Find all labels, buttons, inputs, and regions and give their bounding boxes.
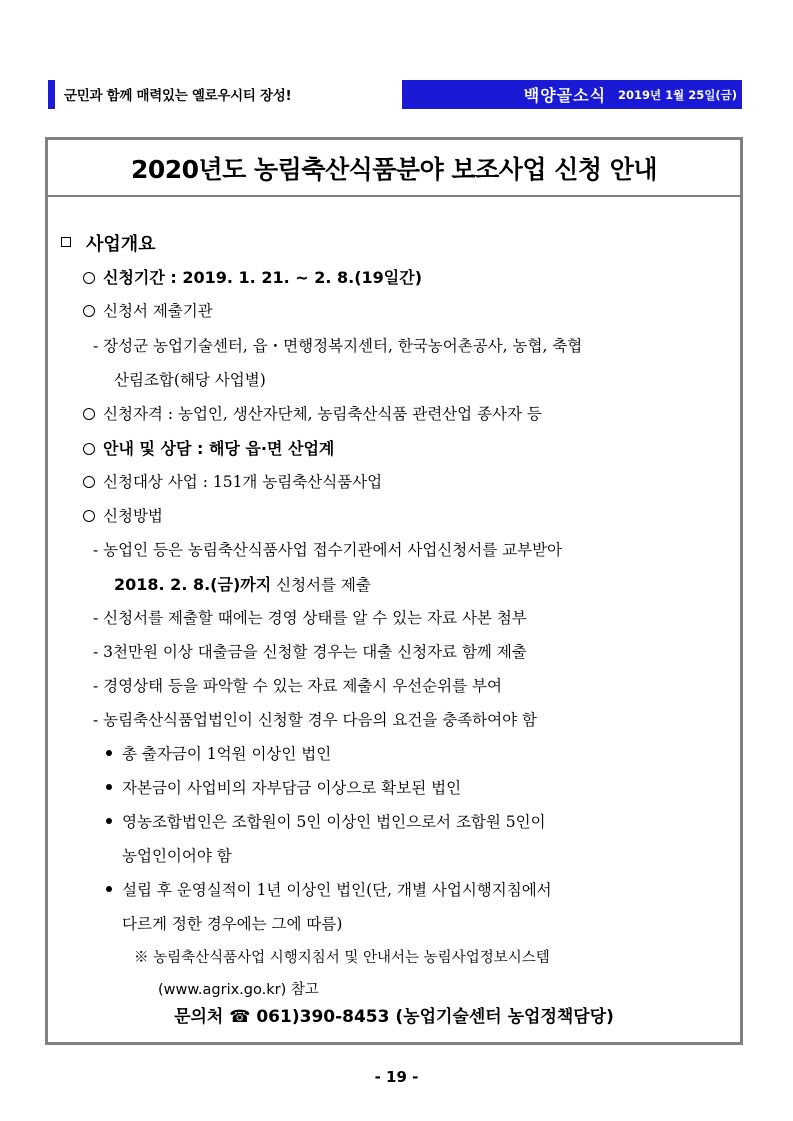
agrix-url: (www.agrix.go.kr) xyxy=(158,982,287,998)
method-line-2 xyxy=(114,572,371,595)
circle-bullet-icon xyxy=(83,305,95,317)
method-line-5: - 경영상태 등을 파악할 수 있는 자료 제출시 우선순위를 부여 xyxy=(93,677,502,695)
dot-bullet-icon xyxy=(106,784,112,790)
requirement-2-text: 자본금이 사업비의 자부담금 이상으로 확보된 법인 xyxy=(122,779,462,797)
contact-line: 문의처 ☎ 061)390-8453 (농업기술센터 농업정책담당) xyxy=(174,1007,614,1027)
requirement-1-text: 총 출자금이 1억원 이상인 법인 xyxy=(122,745,332,763)
period-item xyxy=(83,265,422,288)
requirement-2 xyxy=(106,776,461,798)
note-line-2 xyxy=(158,978,319,999)
agencies-line-2: 산림조합(해당 사업별) xyxy=(114,371,266,389)
requirement-4-cont: 다르게 정한 경우에는 그에 따름) xyxy=(122,915,343,933)
agencies-item xyxy=(83,299,213,321)
header-slogan: 군민과 함께 매력있는 옐로우시티 장성! xyxy=(64,88,292,104)
note-line-2-rest: 참고 xyxy=(286,982,319,998)
requirement-3-cont: 농업인이어야 함 xyxy=(122,847,232,865)
target-text: 신청대상 사업 : 151개 농림축산식품사업 xyxy=(103,473,383,491)
requirement-3-text: 영농조합법인은 조합원이 5인 이상인 법인으로서 조합원 5인이 xyxy=(122,813,546,831)
deadline-text: 2018. 2. 8.(금)까지 xyxy=(114,575,272,594)
method-line-1: - 농업인 등은 농림축산식품사업 접수기관에서 사업신청서를 교부받아 xyxy=(93,541,563,559)
square-bullet-icon xyxy=(61,237,71,247)
agencies-line-1: - 장성군 농업기술센터, 읍・면행정복지센터, 한국농어촌공사, 농협, 축협 xyxy=(93,337,583,355)
notice-title: 2020년도 농림축산식품분야 보조사업 신청 안내 xyxy=(130,155,658,184)
method-item xyxy=(83,504,163,526)
requirement-4-text: 설립 후 운영실적이 1년 이상인 법인(단, 개별 사업시행지침에서 xyxy=(122,881,552,899)
consult-item xyxy=(83,436,334,459)
method-line-3: - 신청서를 제출할 때에는 경영 상태를 알 수 있는 자료 사본 첨부 xyxy=(93,609,527,627)
requirement-3 xyxy=(106,810,546,832)
publication-name: 백양골소식 xyxy=(523,86,607,105)
section-heading: 사업개요 xyxy=(86,234,156,255)
page-number: - 19 - xyxy=(374,1068,419,1086)
target-item xyxy=(83,470,382,492)
circle-bullet-icon xyxy=(83,476,95,488)
note-line-1: ※ 농림축산식품사업 시행지침서 및 안내서는 농림사업정보시스템 xyxy=(134,950,550,966)
period-text: 신청기간 : 2019. 1. 21. ~ 2. 8.(19일간) xyxy=(103,268,423,287)
method-line-4: - 3천만원 이상 대출금을 신청할 경우는 대출 신청자료 함께 제출 xyxy=(93,643,527,661)
requirement-1 xyxy=(106,742,331,764)
header-accent-bar xyxy=(48,80,55,109)
circle-bullet-icon xyxy=(83,408,95,420)
method-line-6: - 농림축산식품업법인이 신청할 경우 다음의 요건을 충족하여야 함 xyxy=(93,711,537,729)
title-row xyxy=(48,140,740,197)
consult-text: 안내 및 상담 : 해당 읍·면 산업계 xyxy=(103,439,335,458)
method-line-2-rest: 신청서를 제출 xyxy=(271,576,371,594)
eligibility-text: 신청자격 : 농업인, 생산자단체, 농림축산식품 관련산업 종사자 등 xyxy=(103,405,542,423)
eligibility-item xyxy=(83,402,542,424)
method-label: 신청방법 xyxy=(103,507,163,525)
agencies-label: 신청서 제출기관 xyxy=(103,302,213,320)
circle-bullet-icon xyxy=(83,510,95,522)
dot-bullet-icon xyxy=(106,886,112,892)
publication-date: 2019년 1월 25일(금) xyxy=(618,87,737,102)
dot-bullet-icon xyxy=(106,750,112,756)
notice-box xyxy=(45,137,743,1045)
circle-bullet-icon xyxy=(83,272,95,284)
dot-bullet-icon xyxy=(106,818,112,824)
header-publication-banner xyxy=(402,80,742,109)
circle-bullet-icon xyxy=(83,443,95,455)
requirement-4 xyxy=(106,878,552,900)
